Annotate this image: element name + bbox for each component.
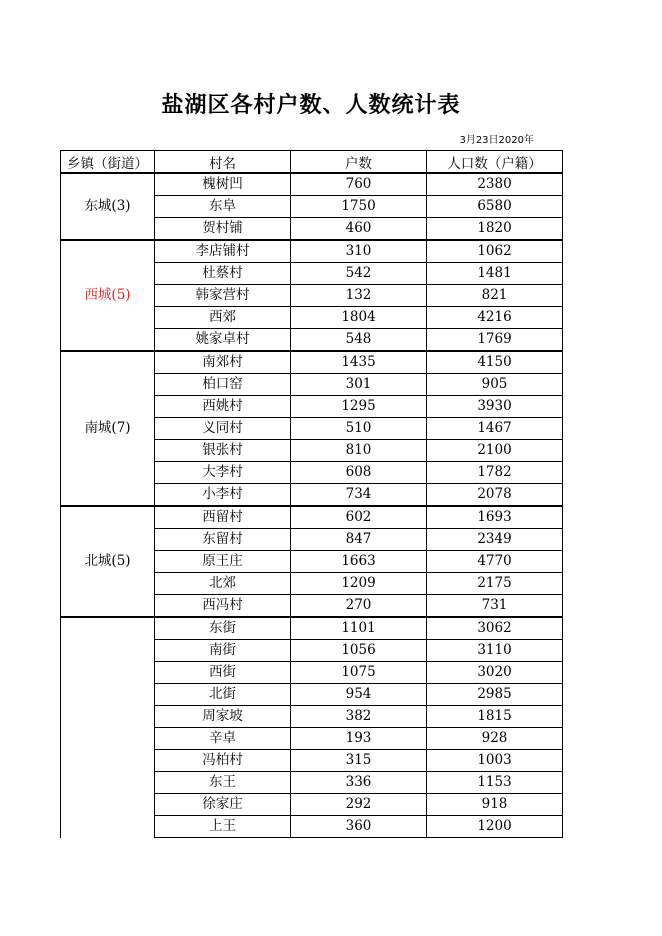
header-households: 户数 — [291, 151, 427, 174]
population-cell: 3930 — [427, 396, 563, 418]
village-name-cell: 韩家营村 — [155, 285, 291, 307]
header-township: 乡镇（街道） — [61, 151, 155, 174]
population-cell: 1782 — [427, 462, 563, 484]
table-row — [61, 506, 563, 529]
township-cell: 南城(7) — [61, 351, 155, 506]
village-name-cell: 西冯村 — [155, 595, 291, 618]
population-cell: 6580 — [427, 196, 563, 218]
households-cell: 954 — [291, 684, 427, 706]
households-cell: 360 — [291, 816, 427, 838]
population-cell: 731 — [427, 595, 563, 618]
population-cell: 4770 — [427, 551, 563, 573]
households-cell: 132 — [291, 285, 427, 307]
households-cell: 1804 — [291, 307, 427, 329]
township-cell: 北城(5) — [61, 506, 155, 617]
households-cell: 460 — [291, 218, 427, 241]
header-population: 人口数（户籍） — [427, 151, 563, 174]
table-body — [61, 173, 563, 838]
households-cell: 510 — [291, 418, 427, 440]
households-cell: 760 — [291, 173, 427, 196]
table-row — [61, 617, 563, 640]
households-cell: 270 — [291, 595, 427, 618]
population-cell: 1153 — [427, 772, 563, 794]
village-name-cell: 辛卓 — [155, 728, 291, 750]
population-cell: 3110 — [427, 640, 563, 662]
population-cell: 1481 — [427, 263, 563, 285]
population-cell: 2349 — [427, 529, 563, 551]
village-name-cell: 东留村 — [155, 529, 291, 551]
village-name-cell: 槐树凹 — [155, 173, 291, 196]
population-cell: 1769 — [427, 329, 563, 352]
households-cell: 542 — [291, 263, 427, 285]
population-cell: 3062 — [427, 617, 563, 640]
population-cell: 1815 — [427, 706, 563, 728]
village-name-cell: 原王庄 — [155, 551, 291, 573]
households-cell: 292 — [291, 794, 427, 816]
village-name-cell: 杜蔡村 — [155, 263, 291, 285]
statistics-table — [60, 150, 563, 838]
village-name-cell: 北街 — [155, 684, 291, 706]
population-cell: 1062 — [427, 240, 563, 263]
households-cell: 310 — [291, 240, 427, 263]
households-cell: 1209 — [291, 573, 427, 595]
households-cell: 734 — [291, 484, 427, 507]
table-row — [61, 351, 563, 374]
table-row — [61, 173, 563, 196]
population-cell: 1003 — [427, 750, 563, 772]
population-cell: 2985 — [427, 684, 563, 706]
village-name-cell: 西郊 — [155, 307, 291, 329]
households-cell: 1075 — [291, 662, 427, 684]
population-cell: 1693 — [427, 506, 563, 529]
village-name-cell: 北郊 — [155, 573, 291, 595]
households-cell: 1101 — [291, 617, 427, 640]
households-cell: 382 — [291, 706, 427, 728]
table-header-row — [61, 151, 563, 174]
village-name-cell: 周家坡 — [155, 706, 291, 728]
households-cell: 810 — [291, 440, 427, 462]
village-name-cell: 西街 — [155, 662, 291, 684]
population-cell: 1820 — [427, 218, 563, 241]
header-village: 村名 — [155, 151, 291, 174]
table-row — [61, 240, 563, 263]
population-cell: 905 — [427, 374, 563, 396]
township-cell: 东城(3) — [61, 173, 155, 240]
village-name-cell: 徐家庄 — [155, 794, 291, 816]
village-name-cell: 姚家卓村 — [155, 329, 291, 352]
village-name-cell: 南街 — [155, 640, 291, 662]
village-name-cell: 南郊村 — [155, 351, 291, 374]
households-cell: 301 — [291, 374, 427, 396]
households-cell: 193 — [291, 728, 427, 750]
households-cell: 1056 — [291, 640, 427, 662]
village-name-cell: 冯柏村 — [155, 750, 291, 772]
households-cell: 1750 — [291, 196, 427, 218]
population-cell: 1200 — [427, 816, 563, 838]
households-cell: 1295 — [291, 396, 427, 418]
village-name-cell: 西姚村 — [155, 396, 291, 418]
population-cell: 821 — [427, 285, 563, 307]
households-cell: 1663 — [291, 551, 427, 573]
page-title: 盐湖区各村户数、人数统计表 — [161, 93, 461, 118]
village-name-cell: 东街 — [155, 617, 291, 640]
population-cell: 2078 — [427, 484, 563, 507]
township-cell — [61, 617, 155, 838]
households-cell: 608 — [291, 462, 427, 484]
households-cell: 602 — [291, 506, 427, 529]
village-name-cell: 东王 — [155, 772, 291, 794]
households-cell: 336 — [291, 772, 427, 794]
population-cell: 2100 — [427, 440, 563, 462]
households-cell: 315 — [291, 750, 427, 772]
population-cell: 2380 — [427, 173, 563, 196]
village-name-cell: 李店铺村 — [155, 240, 291, 263]
village-name-cell: 小李村 — [155, 484, 291, 507]
village-name-cell: 义同村 — [155, 418, 291, 440]
village-name-cell: 东阜 — [155, 196, 291, 218]
population-cell: 4150 — [427, 351, 563, 374]
population-cell: 928 — [427, 728, 563, 750]
population-cell: 4216 — [427, 307, 563, 329]
population-cell: 1467 — [427, 418, 563, 440]
village-name-cell: 上王 — [155, 816, 291, 838]
village-name-cell: 银张村 — [155, 440, 291, 462]
households-cell: 847 — [291, 529, 427, 551]
village-name-cell: 柏口窑 — [155, 374, 291, 396]
village-name-cell: 大李村 — [155, 462, 291, 484]
households-cell: 548 — [291, 329, 427, 352]
households-cell: 1435 — [291, 351, 427, 374]
village-name-cell: 贺村铺 — [155, 218, 291, 241]
township-cell: 西城(5) — [61, 240, 155, 351]
population-cell: 3020 — [427, 662, 563, 684]
population-cell: 918 — [427, 794, 563, 816]
population-cell: 2175 — [427, 573, 563, 595]
village-name-cell: 西留村 — [155, 506, 291, 529]
report-date: 3月23日2020年 — [459, 135, 534, 146]
